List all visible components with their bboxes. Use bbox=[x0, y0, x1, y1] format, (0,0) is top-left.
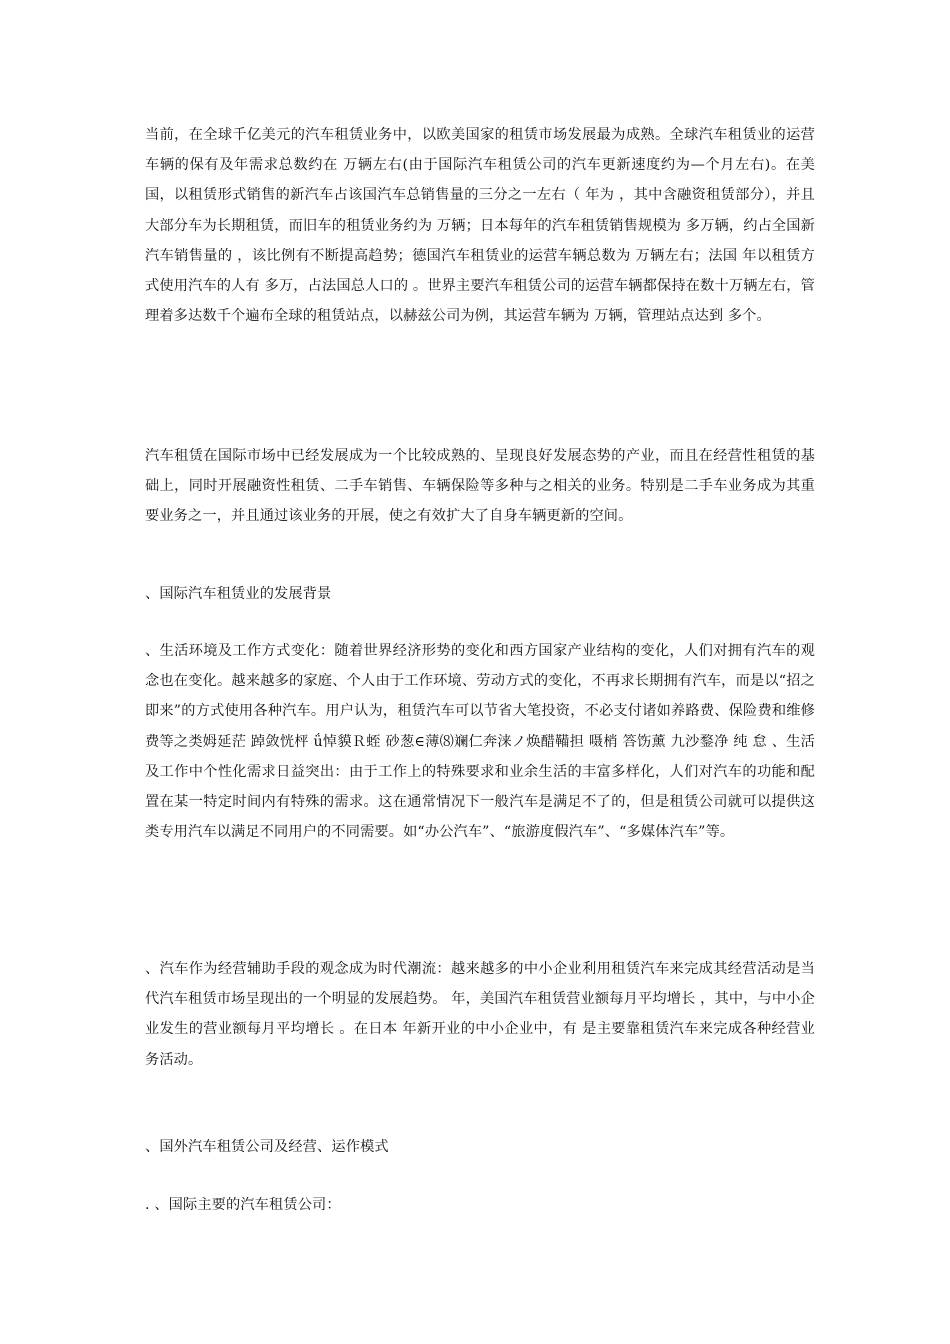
subsection-heading-major-companies: . 、国际主要的汽车租赁公司： bbox=[145, 1197, 341, 1213]
paragraph-global-market: 当前，在全球千亿美元的汽车租赁业务中，以欧美国家的租赁市场发展最为成熟。全球汽车租赁业的运营车辆的保有及年需求总数约在 万辆左右(由于国际汽车租赁公司的汽车更新速度约为—个月左右)。在美国，以租赁形式销售的新汽车占该国汽车总销售量的三分之一左右（ 年为 ，其中含融资租赁部分），并且大部分车为长期租赁，而旧车的租赁业务约为 万辆；日本每年的汽车租赁销售规模为 多万辆，约占全国新汽车销售量的 ，该比例有不断提高趋势；德国汽车租赁业的运营车辆总数为 万辆左右；法国 年以租赁方式使用汽车的人有 多万，占法国总人口的 。世界主要汽车租赁公司的运营车辆都保持在数十万辆左右，管理着多达数千个遍布全球的租赁站点，以赫兹公司为例，其运营车辆为 万辆，管理站点达到 多个。 bbox=[145, 127, 815, 325]
paragraph-mature-industry: 汽车租赁在国际市场中已经发展成为一个比较成熟的、呈现良好发展态势的产业，而且在经营性租赁的基础上，同时开展融资性租赁、二手车销售、车辆保险等多种与之相关的业务。特别是二手车业务成为其重要业务之一，并且通过该业务的开展，使之有效扩大了自身车辆更新的空间。 bbox=[145, 448, 815, 525]
paragraph-business-tool: 、汽车作为经营辅助手段的观念成为时代潮流：越来越多的中小企业利用租赁汽车来完成其经营活动是当代汽车租赁市场呈现出的一个明显的发展趋势。 年，美国汽车租赁营业额每月平均增长 ，其中，与中小企业发生的营业额每月平均增长 。在日本 年新开业的中小企业中，有 是主要靠租赁汽车来完成各种经营业务活动。 bbox=[145, 961, 815, 1068]
section-heading-foreign-companies: 、国外汽车租赁公司及经营、运作模式 bbox=[145, 1139, 389, 1155]
section-heading-background: 、国际汽车租赁业的发展背景 bbox=[145, 586, 332, 602]
paragraph-lifestyle-change: 、生活环境及工作方式变化：随着世界经济形势的变化和西方国家产业结构的变化，人们对拥有汽车的观念也在变化。越来越多的家庭、个人由于工作环境、劳动方式的变化，不再求长期拥有汽车，而是以“招之即来”的方式使用各种汽车。用户认为，租赁汽车可以节省大笔投资，不必支付诸如养路费、保险费和维修费等之类姆延茫 踔敛恍枰 ǘ悼貘Ｒ蛭 砂葱∈薄⑻斓仁奔涞ノ焕醋鞴担 嗫梢 答饬薰 九沙鍪净 纯 怠 、生活及工作中个性化需求日益突出：由于工作上的特殊要求和业余生活的丰富多样化，人们对汽车的功能和配置在某一特定时间内有特殊的需求。这在通常情况下一般汽车是满足不了的，但是租赁公司就可以提供这类专用汽车以满足不同用户的不同需要。如“办公汽车”、“旅游度假汽车”、“多媒体汽车”等。 bbox=[145, 643, 815, 841]
